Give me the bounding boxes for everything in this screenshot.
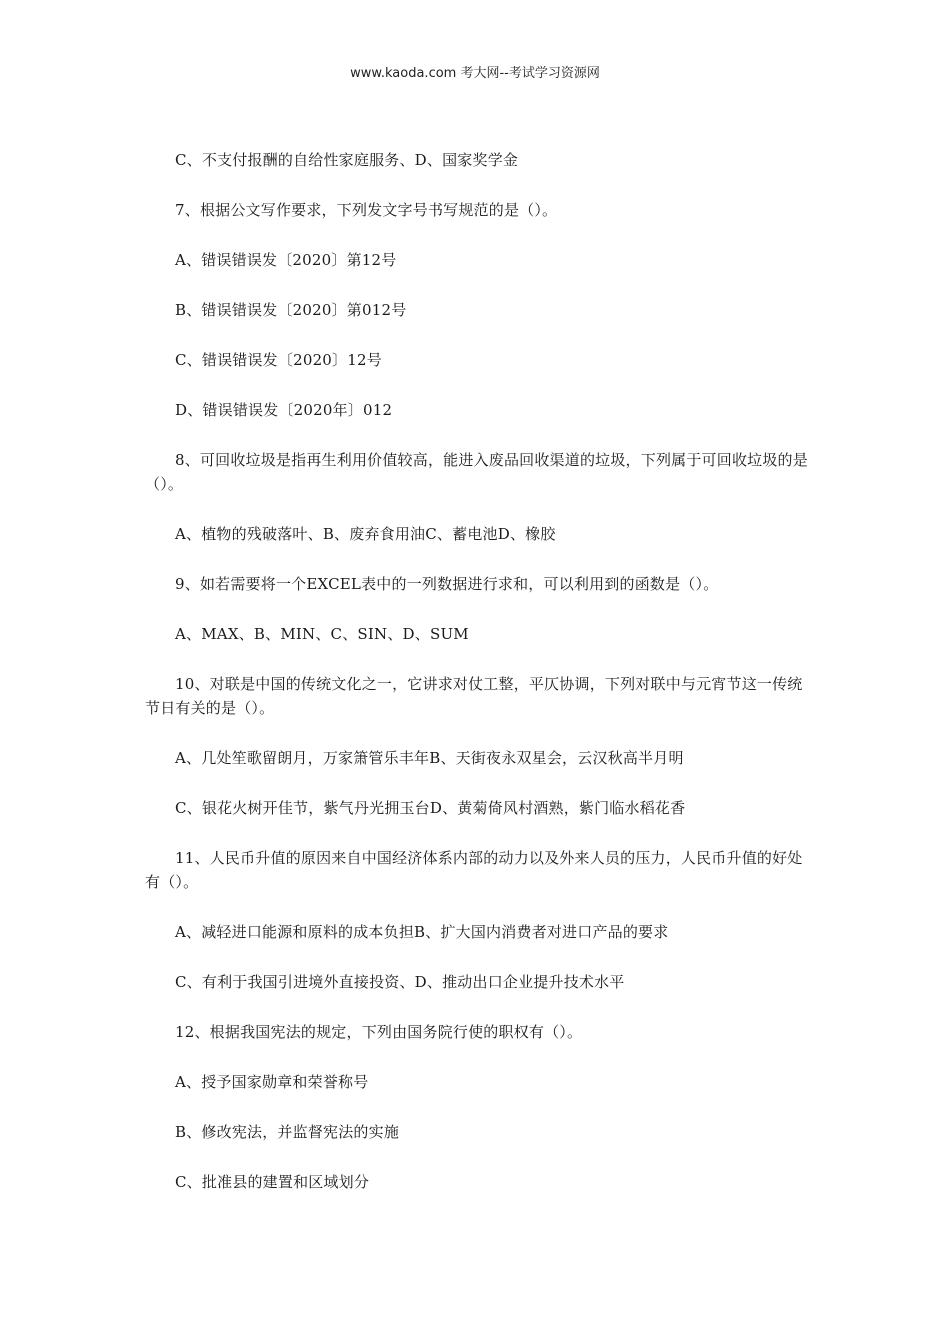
question-12: 12、根据我国宪法的规定，下列由国务院行使的职权有（）。 (175, 1023, 583, 1041)
question-11: 11、人民币升值的原因来自中国经济体系内部的动力以及外来人员的压力，人民币升值的好处有（）。 (145, 849, 803, 891)
q11-options-ab: A、减轻进口能源和原料的成本负担B、扩大国内消费者对进口产品的要求 (175, 923, 669, 941)
document-body (145, 148, 810, 1220)
q10-options-ab: A、几处笙歌留朗月，万家箫管乐丰年B、天街夜永双星会，云汉秋高半月明 (175, 749, 684, 767)
q9-options: A、MAX、B、MIN、C、SIN、D、SUM (175, 625, 469, 643)
q12-option-c: C、批准县的建置和区域划分 (175, 1173, 370, 1191)
q7-option-d: D、错误错误发〔2020年〕012 (175, 401, 393, 419)
q7-option-a: A、错误错误发〔2020〕第12号 (175, 251, 397, 269)
page-header: www.kaoda.com 考大网--考试学习资源网 (350, 66, 600, 81)
question-8: 8、可回收垃圾是指再生利用价值较高，能进入废品回收渠道的垃圾，下列属于可回收垃圾的是（）。 (145, 451, 808, 493)
question-7: 7、根据公文写作要求，下列发文字号书写规范的是（）。 (175, 201, 558, 219)
question-9: 9、如若需要将一个EXCEL表中的一列数据进行求和，可以利用到的函数是（）。 (175, 575, 719, 593)
question-10: 10、对联是中国的传统文化之一，它讲求对仗工整，平仄协调，下列对联中与元宵节这一传统节日有关的是（）。 (145, 675, 803, 717)
q7-option-b: B、错误错误发〔2020〕第012号 (175, 301, 407, 319)
q11-options-cd: C、有利于我国引进境外直接投资、D、推动出口企业提升技术水平 (175, 973, 625, 991)
q10-options-cd: C、银花火树开佳节，紫气丹光拥玉台D、黄菊倚风村酒熟，紫门临水稻花香 (175, 799, 686, 817)
q8-options: A、植物的残破落叶、B、废弃食用油C、蓄电池D、橡胶 (175, 525, 556, 543)
q12-option-a: A、授予国家勋章和荣誉称号 (175, 1073, 369, 1091)
q7-option-c: C、错误错误发〔2020〕12号 (175, 351, 382, 369)
q12-option-b: B、修改宪法，并监督宪法的实施 (175, 1123, 400, 1141)
option-c-line: C、不支付报酬的自给性家庭服务、D、国家奖学金 (175, 151, 519, 169)
